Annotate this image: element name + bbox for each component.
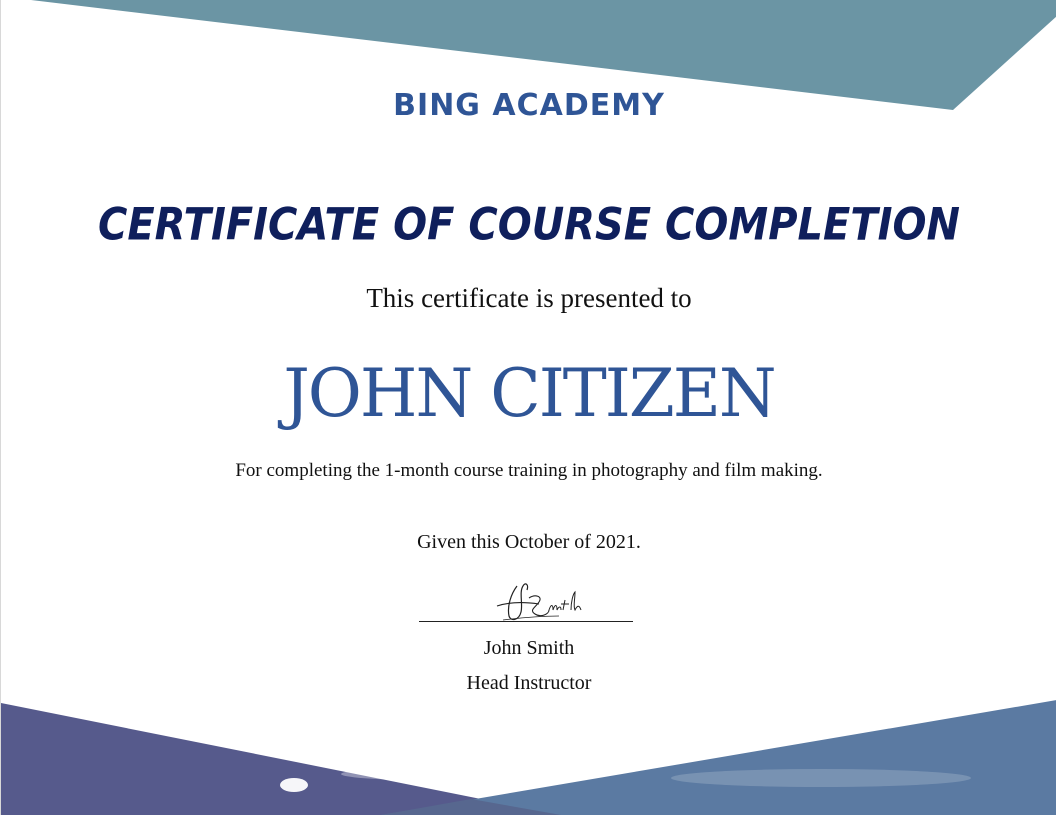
given-date-text: Given this October of 2021. xyxy=(417,531,641,553)
academy-name: BING ACADEMY xyxy=(393,88,665,123)
completion-reason-text: For completing the 1-month course training in photography and film making. xyxy=(235,460,823,481)
recipient-name: JOHN CITIZEN xyxy=(283,355,775,432)
handwritten-signature xyxy=(489,580,585,624)
signer-name: John Smith xyxy=(483,637,575,659)
signature-line xyxy=(419,621,633,622)
bottom-highlight xyxy=(671,769,971,787)
bottom-highlight xyxy=(280,778,308,792)
certificate-title: CERTIFICATE OF COURSE COMPLETION xyxy=(98,199,960,251)
signer-title: Head Instructor xyxy=(466,672,592,694)
bottom-band-right xyxy=(381,700,1056,815)
presented-to-text: This certificate is presented to xyxy=(366,283,692,313)
bottom-highlight xyxy=(341,768,501,780)
bottom-band-left xyxy=(1,703,561,815)
